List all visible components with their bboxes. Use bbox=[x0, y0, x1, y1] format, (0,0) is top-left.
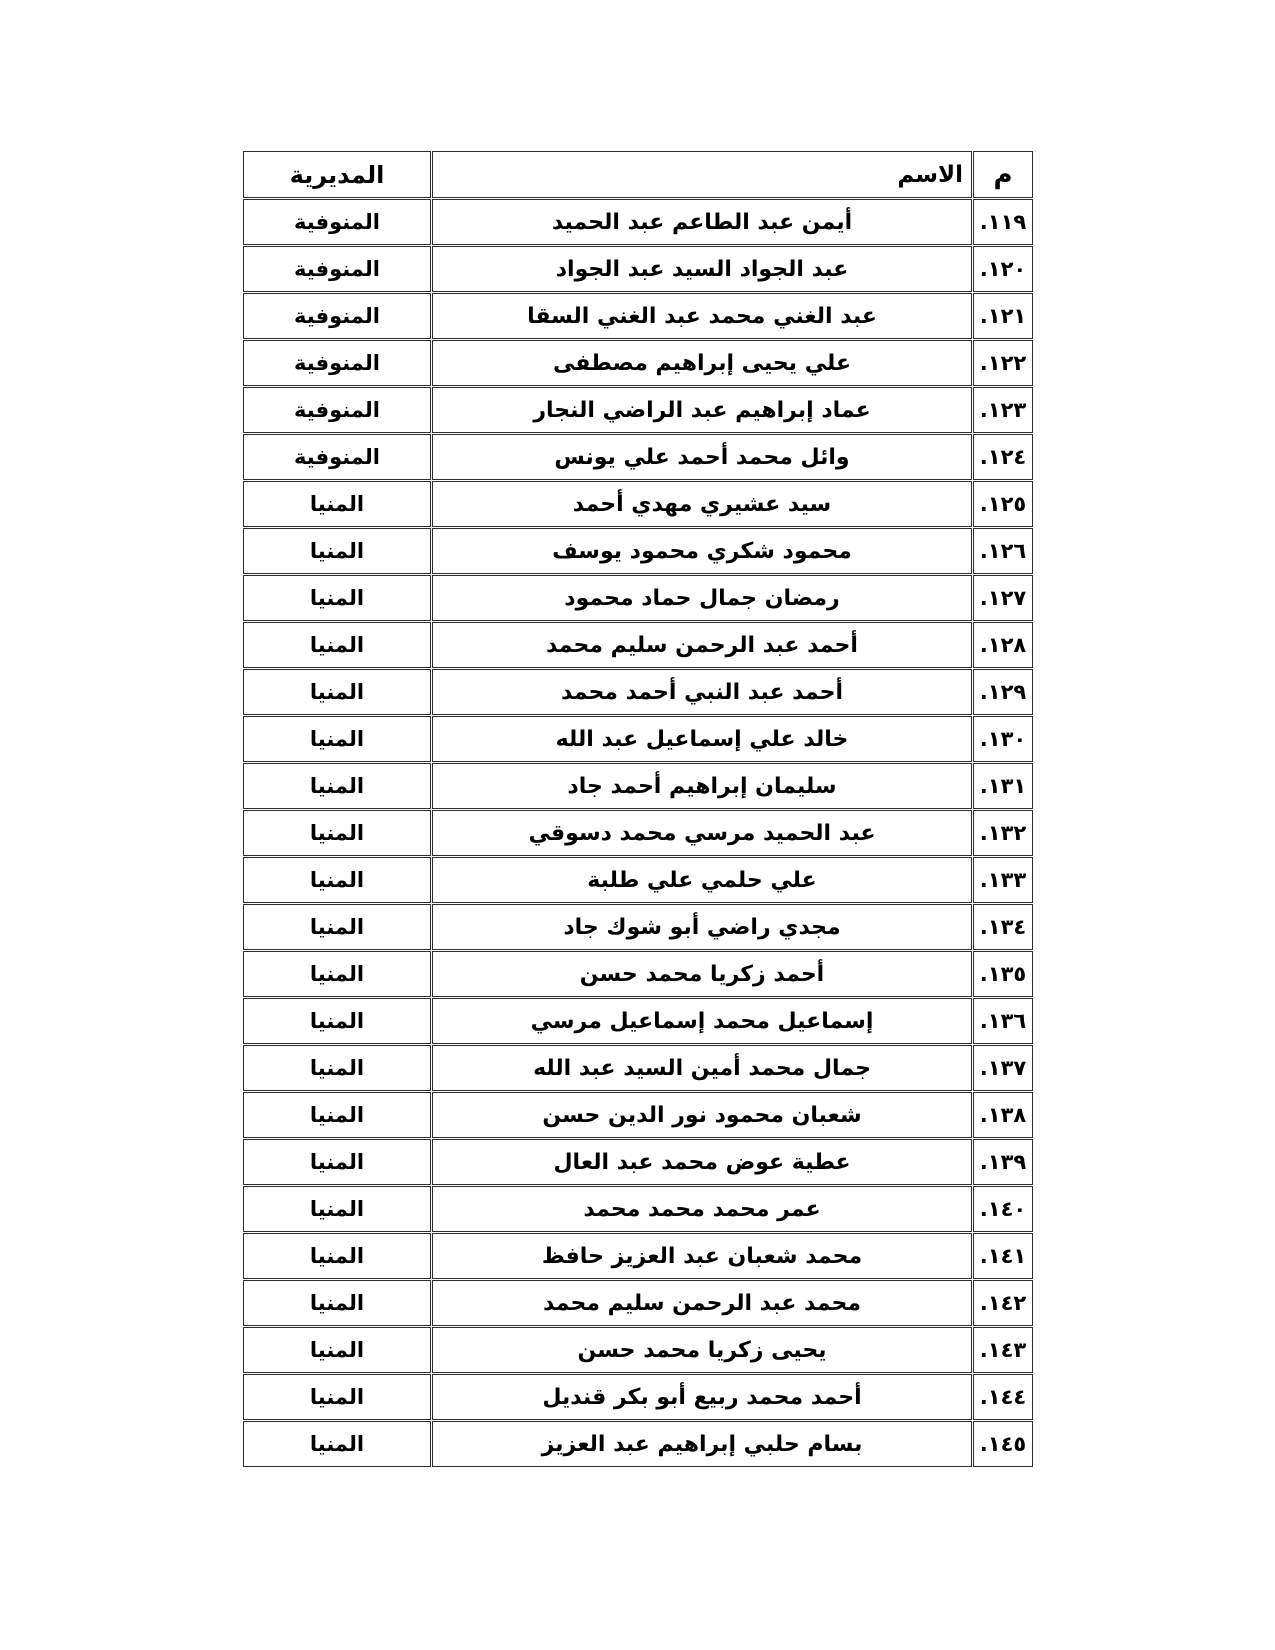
cell-num: ١٤٣. bbox=[973, 1327, 1033, 1373]
cell-name: علي يحيى إبراهيم مصطفى bbox=[432, 340, 972, 386]
cell-name: عمر محمد محمد محمد bbox=[432, 1186, 972, 1232]
cell-name: محمد عبد الرحمن سليم محمد bbox=[432, 1280, 972, 1326]
table-row bbox=[243, 669, 1033, 715]
cell-num: ١٣٢. bbox=[973, 810, 1033, 856]
cell-directorate: المنوفية bbox=[243, 199, 431, 245]
table-row bbox=[243, 763, 1033, 809]
cell-num: ١٣٣. bbox=[973, 857, 1033, 903]
table-row bbox=[243, 1421, 1033, 1467]
table-body bbox=[243, 199, 1033, 1467]
cell-num: ١٣١. bbox=[973, 763, 1033, 809]
cell-directorate: المنيا bbox=[243, 1186, 431, 1232]
cell-name: محمود شكري محمود يوسف bbox=[432, 528, 972, 574]
cell-directorate: المنوفية bbox=[243, 387, 431, 433]
cell-name: بسام حلبي إبراهيم عبد العزيز bbox=[432, 1421, 972, 1467]
cell-num: ١٢٦. bbox=[973, 528, 1033, 574]
cell-directorate: المنيا bbox=[243, 763, 431, 809]
cell-num: ١٣٤. bbox=[973, 904, 1033, 950]
cell-directorate: المنيا bbox=[243, 998, 431, 1044]
cell-num: ١٤٢. bbox=[973, 1280, 1033, 1326]
cell-name: سليمان إبراهيم أحمد جاد bbox=[432, 763, 972, 809]
cell-directorate: المنيا bbox=[243, 1233, 431, 1279]
cell-name: عماد إبراهيم عبد الراضي النجار bbox=[432, 387, 972, 433]
cell-name: جمال محمد أمين السيد عبد الله bbox=[432, 1045, 972, 1091]
header-row bbox=[243, 151, 1033, 198]
cell-directorate: المنيا bbox=[243, 669, 431, 715]
table-row bbox=[243, 1280, 1033, 1326]
cell-name: يحيى زكريا محمد حسن bbox=[432, 1327, 972, 1373]
table-row bbox=[243, 1139, 1033, 1185]
cell-name: أحمد عبد الرحمن سليم محمد bbox=[432, 622, 972, 668]
table-row bbox=[243, 716, 1033, 762]
table-row bbox=[243, 528, 1033, 574]
cell-directorate: المنيا bbox=[243, 1327, 431, 1373]
cell-num: ١٣٠. bbox=[973, 716, 1033, 762]
cell-name: إسماعيل محمد إسماعيل مرسي bbox=[432, 998, 972, 1044]
table-row bbox=[243, 575, 1033, 621]
header-cell-name: الاسم bbox=[432, 151, 972, 198]
cell-directorate: المنيا bbox=[243, 528, 431, 574]
table-row bbox=[243, 904, 1033, 950]
table-row bbox=[243, 622, 1033, 668]
cell-num: ١٢٨. bbox=[973, 622, 1033, 668]
cell-directorate: المنوفية bbox=[243, 340, 431, 386]
cell-directorate: المنيا bbox=[243, 904, 431, 950]
cell-name: عبد الغني محمد عبد الغني السقا bbox=[432, 293, 972, 339]
cell-name: سيد عشيري مهدي أحمد bbox=[432, 481, 972, 527]
cell-directorate: المنيا bbox=[243, 1374, 431, 1420]
cell-name: أحمد محمد ربيع أبو بكر قنديل bbox=[432, 1374, 972, 1420]
cell-name: رمضان جمال حماد محمود bbox=[432, 575, 972, 621]
cell-name: أيمن عبد الطاعم عبد الحميد bbox=[432, 199, 972, 245]
table-row bbox=[243, 1186, 1033, 1232]
cell-num: ١٣٧. bbox=[973, 1045, 1033, 1091]
roster-table bbox=[242, 150, 1034, 1468]
cell-name: علي حلمي علي طلبة bbox=[432, 857, 972, 903]
table-row bbox=[243, 1233, 1033, 1279]
table-row bbox=[243, 810, 1033, 856]
table-row bbox=[243, 434, 1033, 480]
table-row bbox=[243, 199, 1033, 245]
cell-num: ١٢٥. bbox=[973, 481, 1033, 527]
table-row bbox=[243, 1045, 1033, 1091]
cell-num: ١٤٤. bbox=[973, 1374, 1033, 1420]
cell-directorate: المنيا bbox=[243, 951, 431, 997]
cell-directorate: المنيا bbox=[243, 716, 431, 762]
cell-directorate: المنيا bbox=[243, 857, 431, 903]
cell-name: عبد الحميد مرسي محمد دسوقي bbox=[432, 810, 972, 856]
cell-directorate: المنيا bbox=[243, 575, 431, 621]
cell-num: ١٢٢. bbox=[973, 340, 1033, 386]
cell-directorate: المنيا bbox=[243, 622, 431, 668]
cell-directorate: المنيا bbox=[243, 1421, 431, 1467]
header-cell-directorate: المديرية bbox=[243, 151, 431, 198]
table-row bbox=[243, 998, 1033, 1044]
cell-directorate: المنيا bbox=[243, 1045, 431, 1091]
cell-name: أحمد زكريا محمد حسن bbox=[432, 951, 972, 997]
header-cell-number: م bbox=[973, 151, 1033, 198]
cell-name: وائل محمد أحمد علي يونس bbox=[432, 434, 972, 480]
cell-num: ١٢١. bbox=[973, 293, 1033, 339]
table-row bbox=[243, 340, 1033, 386]
cell-num: ١٣٩. bbox=[973, 1139, 1033, 1185]
cell-name: عطية عوض محمد عبد العال bbox=[432, 1139, 972, 1185]
cell-directorate: المنيا bbox=[243, 1092, 431, 1138]
cell-directorate: المنوفية bbox=[243, 293, 431, 339]
cell-num: ١٢٣. bbox=[973, 387, 1033, 433]
table-row bbox=[243, 1327, 1033, 1373]
cell-num: ١٣٨. bbox=[973, 1092, 1033, 1138]
cell-num: ١٢٤. bbox=[973, 434, 1033, 480]
table-row bbox=[243, 1374, 1033, 1420]
cell-num: ١٣٦. bbox=[973, 998, 1033, 1044]
table-row bbox=[243, 951, 1033, 997]
cell-directorate: المنوفية bbox=[243, 434, 431, 480]
cell-num: ١١٩. bbox=[973, 199, 1033, 245]
cell-num: ١٣٥. bbox=[973, 951, 1033, 997]
cell-name: عبد الجواد السيد عبد الجواد bbox=[432, 246, 972, 292]
table-row bbox=[243, 246, 1033, 292]
cell-name: خالد علي إسماعيل عبد الله bbox=[432, 716, 972, 762]
cell-num: ١٢٧. bbox=[973, 575, 1033, 621]
cell-num: ١٢٠. bbox=[973, 246, 1033, 292]
cell-directorate: المنيا bbox=[243, 1280, 431, 1326]
cell-directorate: المنوفية bbox=[243, 246, 431, 292]
cell-directorate: المنيا bbox=[243, 1139, 431, 1185]
cell-directorate: المنيا bbox=[243, 810, 431, 856]
cell-num: ١٤٠. bbox=[973, 1186, 1033, 1232]
table-row bbox=[243, 387, 1033, 433]
cell-num: ١٤١. bbox=[973, 1233, 1033, 1279]
table-row bbox=[243, 1092, 1033, 1138]
cell-num: ١٢٩. bbox=[973, 669, 1033, 715]
cell-num: ١٤٥. bbox=[973, 1421, 1033, 1467]
cell-directorate: المنيا bbox=[243, 481, 431, 527]
table-row bbox=[243, 481, 1033, 527]
cell-name: محمد شعبان عبد العزيز حافظ bbox=[432, 1233, 972, 1279]
cell-name: شعبان محمود نور الدين حسن bbox=[432, 1092, 972, 1138]
cell-name: أحمد عبد النبي أحمد محمد bbox=[432, 669, 972, 715]
table-row bbox=[243, 293, 1033, 339]
cell-name: مجدي راضي أبو شوك جاد bbox=[432, 904, 972, 950]
table-row bbox=[243, 857, 1033, 903]
